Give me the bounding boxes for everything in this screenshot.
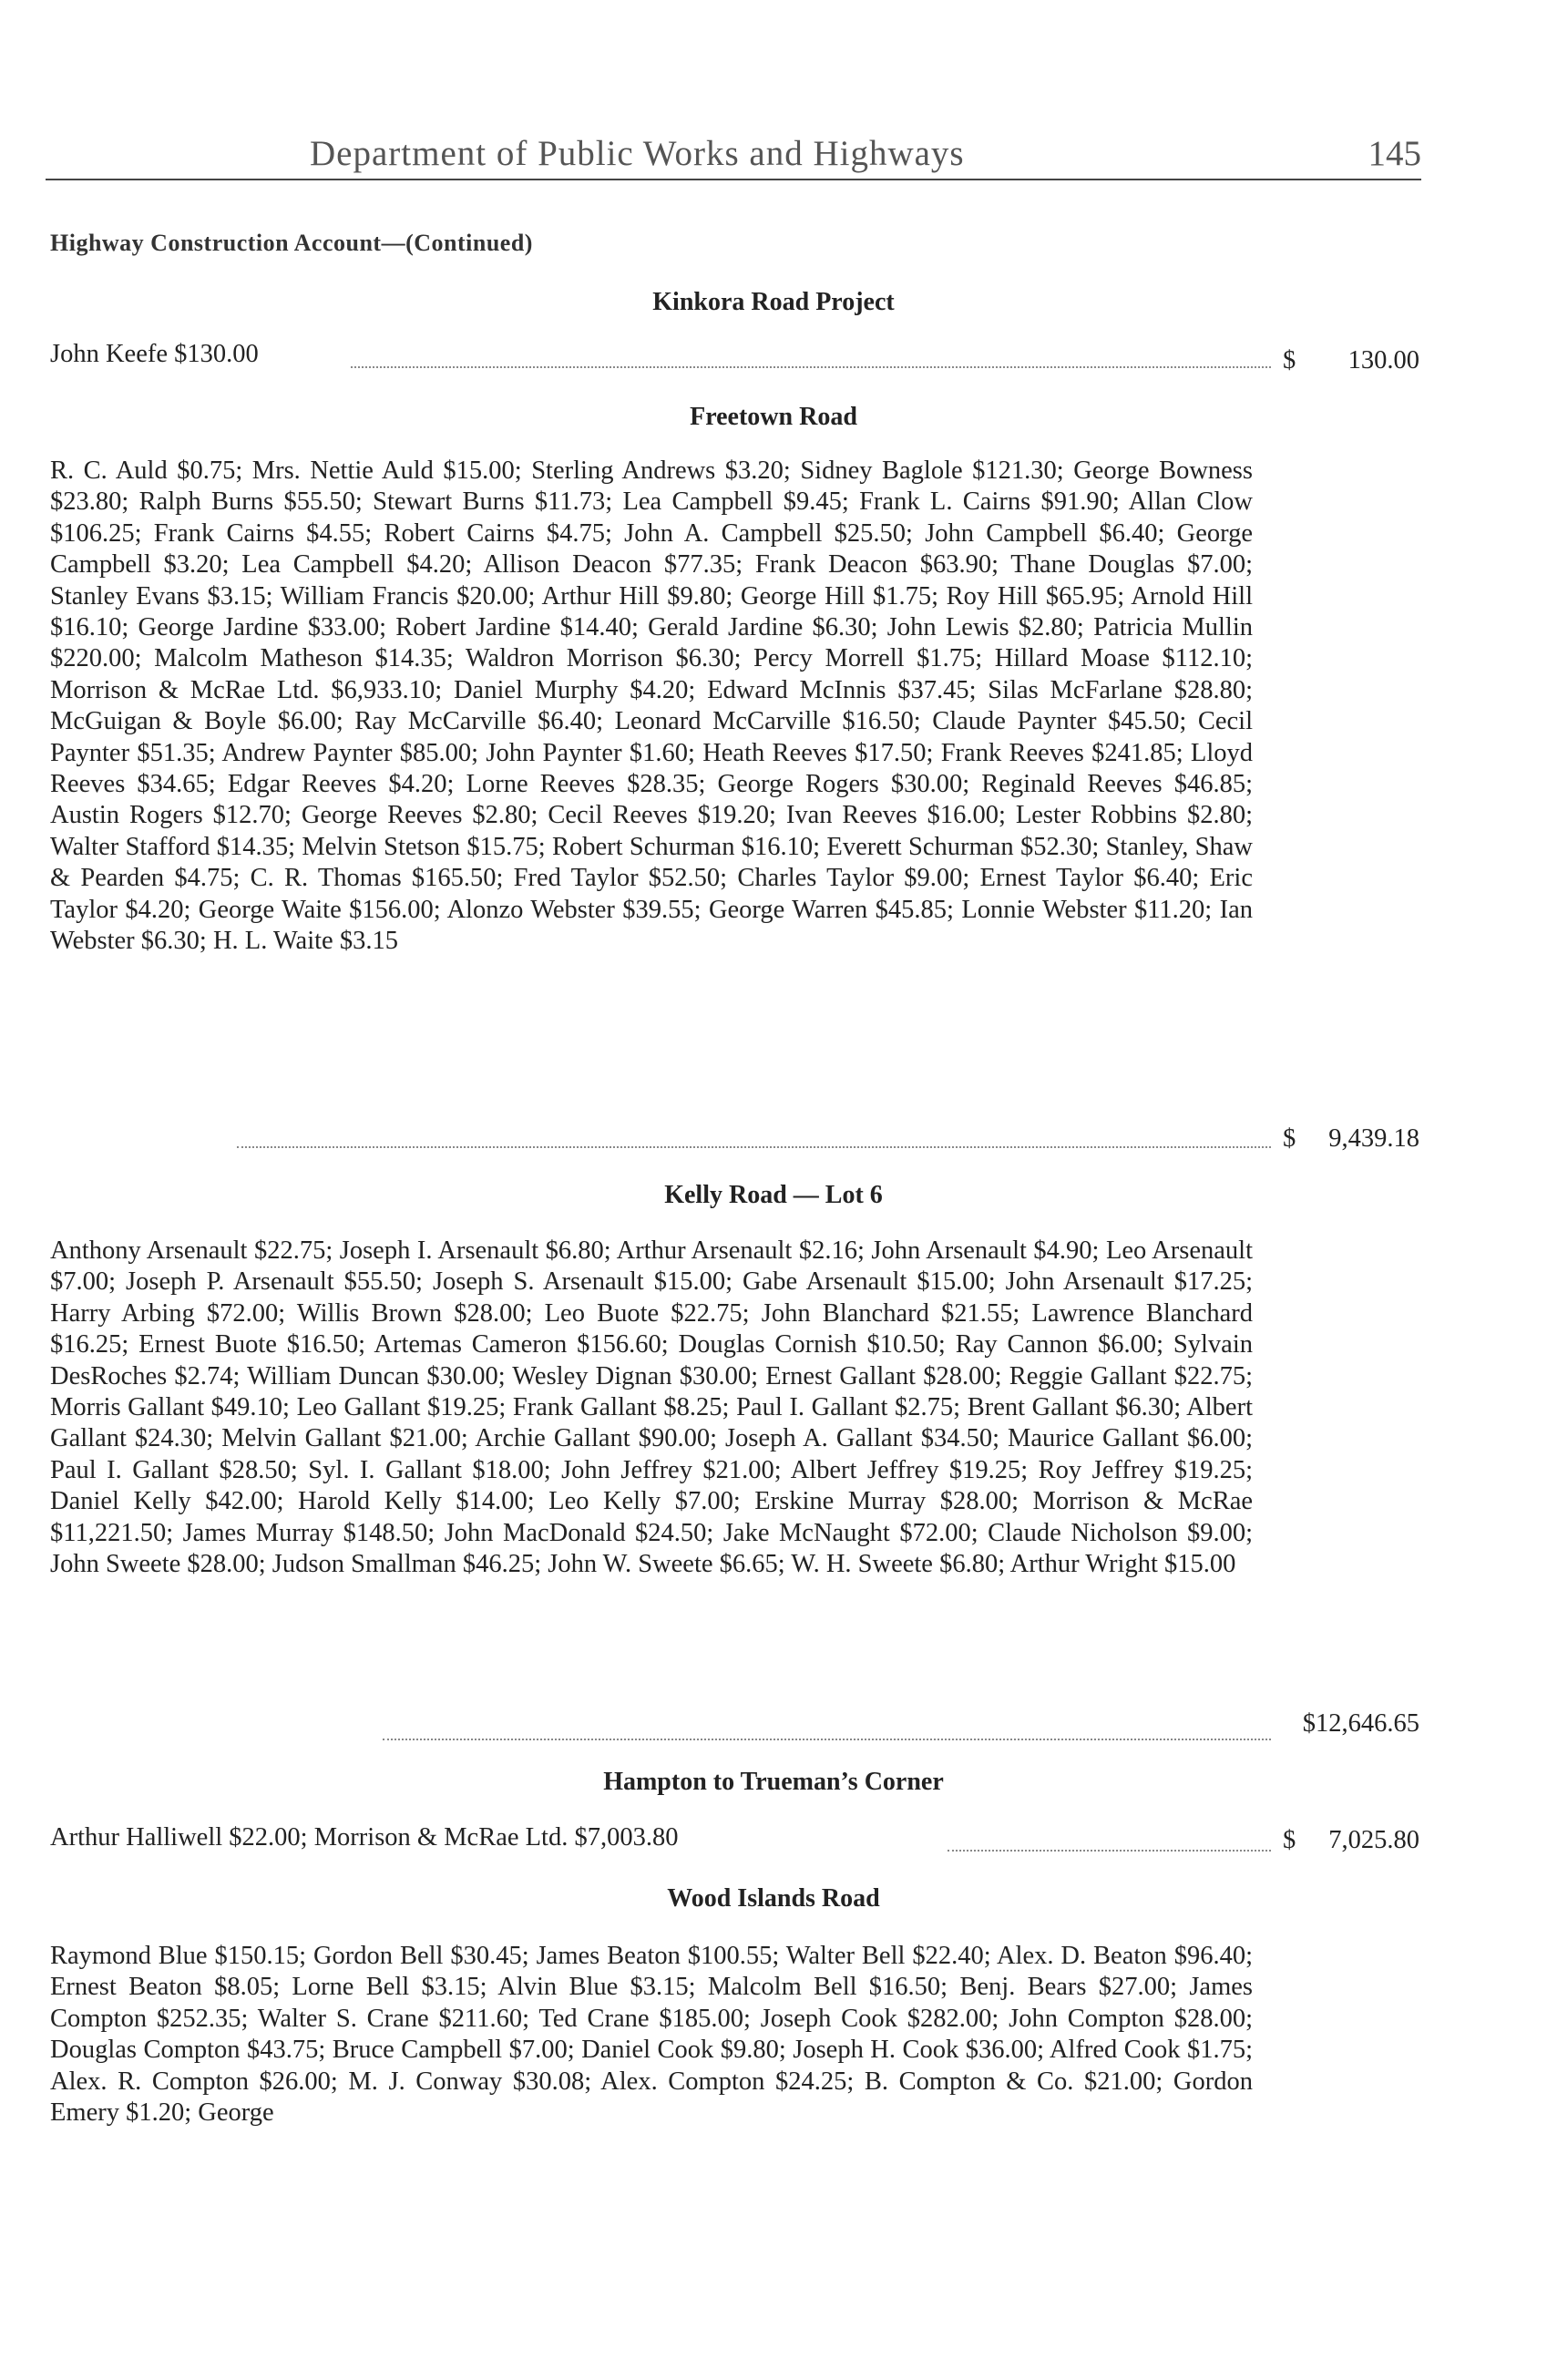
section-title-kinkora: Kinkora Road Project <box>652 288 895 316</box>
header-rule <box>46 179 1421 180</box>
section-entries-kelly-road <box>50 1236 1253 1580</box>
dot-leader <box>237 1146 1271 1148</box>
entries-text: Arthur Halliwell $22.00; Morrison & McRae Ltd. $7,003.80 <box>50 1823 679 1852</box>
total-amount: $12,646.65 <box>1302 1709 1419 1738</box>
section-title-freetown: Freetown Road <box>690 403 857 431</box>
page-number: 145 <box>1368 134 1421 173</box>
entries-text: R. C. Auld $0.75; Mrs. Nettie Auld $15.00; Sterling Andrews $3.20; Sidney Baglole $121.30; George Bowness $23.80; Ralph Burns $55.50; Stewart Burns $11.73; Lea Campbell $9.45; Frank L. Cairns $91.90; Allan Clow $106.25; Frank Cairns $4.55; Robert Cairns $4.75; John A. Campbell $25.50; John Campbell $6.40; George Campbell $3.20; Lea Campbell $4.20; Allison Deacon $77.35; Frank Deacon $63.90; Thane Douglas $7.00; Stanley Evans $3.15; William Francis $20.00; Arthur Hill $9.80; George Hill $1.75; Roy Hill $65.95; Arnold Hill $16.10; George Jardine $33.00; Robert Jardine $14.40; Gerald Jardine $6.30; John Lewis $2.80; Patricia Mullin $220.00; Malcolm Matheson $14.35; Waldron Morrison $6.30; Percy Morrell $1.75; Hillard Moase $112.10; Morrison & McRae Ltd. $6,933.10; Daniel Murphy $4.20; Edward McInnis $37.45; Silas McFarlane $28.80; McGuigan & Boyle $6.00; Ray McCarville $6.40; Leonard McCarville $16.50; Claude Paynter $45.50; Cecil Paynter $51.35; Andrew Paynter $85.00; John Paynter $1.60; Heath Reeves $17.50; Frank Reeves $241.85; Lloyd Reeves $34.65; Edgar Reeves $4.20; Lorne Reeves $28.35; George Rogers $30.00; Reginald Reeves $46.85; Austin Rogers $12.70; George Reeves $2.80; Cecil Reeves $19.20; Ivan Reeves $16.00; Lester Robbins $2.80; Walter Stafford $14.35; Melvin Stetson $15.75; Robert Schurman $16.10; Everett Schurman $52.30; Stanley, Shaw & Pearden $4.75; C. R. Thomas $165.50; Fred Taylor $52.50; Charles Taylor $9.00; Ernest Taylor $6.40; Eric Taylor $4.20; George Waite $156.00; Alonzo Webster $39.55; George Warren $45.85; Lonnie Webster $11.20; Ian Webster $6.30; H. L. Waite $3.15 <box>50 457 1253 956</box>
section-entries-freetown <box>50 456 1253 958</box>
section-title-kelly-road: Kelly Road — Lot 6 <box>664 1181 883 1209</box>
entries-text: Anthony Arsenault $22.75; Joseph I. Arsenault $6.80; Arthur Arsenault $2.16; John Arsenault $4.90; Leo Arsenault $7.00; Joseph P. Arsenault $55.50; Joseph S. Arsenault $15.00; Gabe Arsenault $15.00; John Arsenault $17.25; Harry Arbing $72.00; Willis Brown $28.00; Leo Buote $22.75; John Blanchard $21.55; Lawrence Blanchard $16.25; Ernest Buote $16.50; Artemas Cameron $156.60; Douglas Cornish $10.50; Ray Cannon $6.00; Sylvain DesRoches $2.74; William Duncan $30.00; Wesley Dignan $30.00; Ernest Gallant $28.00; Reggie Gallant $22.75; Morris Gallant $49.10; Leo Gallant $19.25; Frank Gallant $8.25; Paul I. Gallant $2.75; Brent Gallant $6.30; Albert Gallant $24.30; Melvin Gallant $21.00; Archie Gallant $90.00; Joseph A. Gallant $34.50; Maurice Gallant $6.00; Paul I. Gallant $28.50; Syl. I. Gallant $18.00; John Jeffrey $21.00; Albert Jeffrey $19.25; Roy Jeffrey $19.25; Daniel Kelly $42.00; Harold Kelly $14.00; Leo Kelly $7.00; Erskine Murray $28.00; Morrison & McRae $11,221.50; James Murray $148.50; John MacDonald $24.50; Jake McNaught $72.00; Claude Nicholson $9.00; John Sweete $28.00; Judson Smallman $46.25; John W. Sweete $6.65; W. H. Sweete $6.80; Arthur Wright $15.00 <box>50 1236 1253 1579</box>
section-entries-wood-islands <box>50 1941 1253 2129</box>
total-amount: 9,439.18 <box>1328 1124 1419 1153</box>
section-title-hampton: Hampton to Trueman’s Corner <box>603 1768 944 1796</box>
total-amount: 130.00 <box>1347 346 1419 374</box>
total-amount: 7,025.80 <box>1328 1826 1419 1854</box>
currency-sign: $ <box>1283 1124 1296 1153</box>
entries-text: John Keefe $130.00 <box>50 340 259 368</box>
entries-text: Raymond Blue $150.15; Gordon Bell $30.45; James Beaton $100.55; Walter Bell $22.40; Alex. D. Beaton $96.40; Ernest Beaton $8.05; Lorne Bell $3.15; Alvin Blue $3.15; Malcolm Bell $16.50; Benj. Bears $27.00; James Compton $252.35; Walter S. Crane $211.60; Ted Crane $185.00; Joseph Cook $282.00; John Compton $28.00; Douglas Compton $43.75; Bruce Campbell $7.00; Daniel Cook $9.80; Joseph H. Cook $36.00; Alfred Cook $1.75; Alex. R. Compton $26.00; M. J. Conway $30.08; Alex. Compton $24.25; B. Compton & Co. $21.00; Gordon Emery $1.20; George <box>50 1942 1253 2128</box>
running-header <box>50 128 1421 182</box>
header-title: Department of Public Works and Highways <box>310 134 965 173</box>
section-title-wood-islands: Wood Islands Road <box>667 1884 880 1913</box>
dot-leader <box>351 366 1271 368</box>
dot-leader <box>948 1850 1271 1852</box>
account-heading: Highway Construction Account—(Continued) <box>50 230 533 256</box>
currency-sign: $ <box>1283 346 1296 374</box>
currency-sign: $ <box>1283 1826 1296 1854</box>
dot-leader <box>383 1739 1271 1740</box>
